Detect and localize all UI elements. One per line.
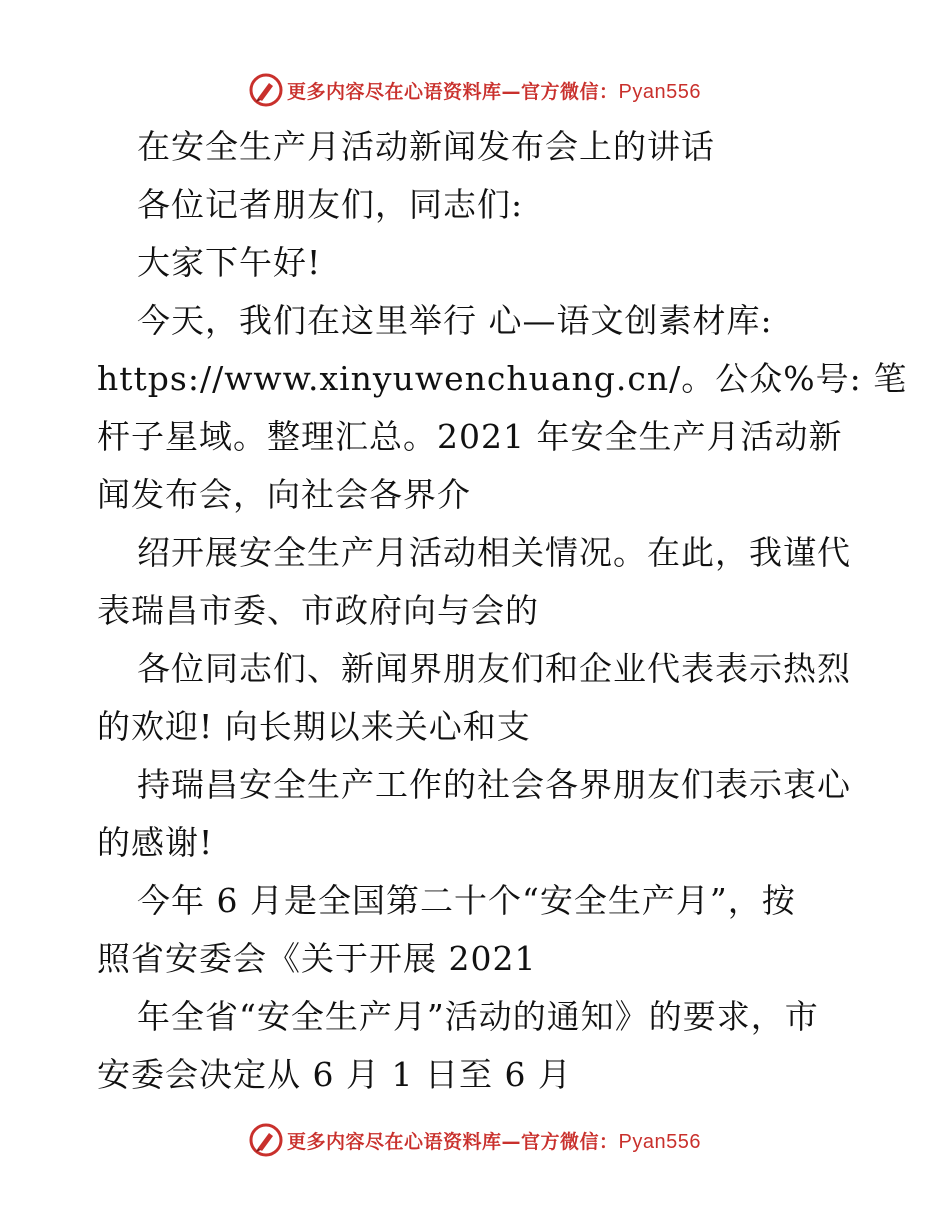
wechat-id: Pyan556 — [618, 80, 701, 103]
paragraph-line: 表瑞昌市委、市政府向与会的 — [97, 591, 539, 630]
paragraph-line: 安委会决定从 6 月 1 日至 6 月 — [97, 1055, 572, 1094]
paragraph-line: 绍开展安全生产月活动相关情况。在此，我谨代 — [137, 533, 851, 572]
paragraph-line: 照省安委会《关于开展 2021 — [97, 939, 537, 978]
pen-logo-icon — [249, 1123, 283, 1157]
header-watermark-banner — [0, 68, 950, 112]
document-body — [97, 122, 908, 1108]
paragraph-line: 闻发布会，向社会各界介 — [97, 475, 471, 514]
paragraph-line: 今天，我们在这里举行 心—语文创素材库: — [137, 301, 773, 340]
paragraph-line: 大家下午好! — [137, 243, 322, 282]
paragraph-line: 各位记者朋友们，同志们: — [137, 185, 524, 224]
pen-logo-icon — [249, 73, 283, 107]
paragraph-line: https://www.xinyuwenchuang.cn/。公众%号: 笔 — [97, 359, 908, 398]
paragraph-line: 在安全生产月活动新闻发布会上的讲话 — [137, 127, 715, 166]
paragraph-line: 的欢迎! 向长期以来关心和支 — [97, 707, 531, 746]
banner-text: 更多内容尽在心语资料库—官方微信：Pyan556 — [287, 1130, 701, 1153]
paragraph-line: 年全省“安全生产月”活动的通知》的要求，市 — [137, 997, 819, 1036]
paragraph-line: 今年 6 月是全国第二十个“安全生产月”，按 — [137, 881, 796, 920]
wechat-id: Pyan556 — [618, 1130, 701, 1153]
paragraph-line: 各位同志们、新闻界朋友们和企业代表表示热烈 — [137, 649, 851, 688]
footer-watermark-banner — [0, 1118, 950, 1162]
paragraph-line: 的感谢! — [97, 823, 214, 862]
paragraph-line: 杆子星域。整理汇总。2021 年安全生产月活动新 — [97, 417, 843, 456]
banner-text: 更多内容尽在心语资料库—官方微信：Pyan556 — [287, 80, 701, 103]
paragraph-line: 持瑞昌安全生产工作的社会各界朋友们表示衷心 — [137, 765, 851, 804]
